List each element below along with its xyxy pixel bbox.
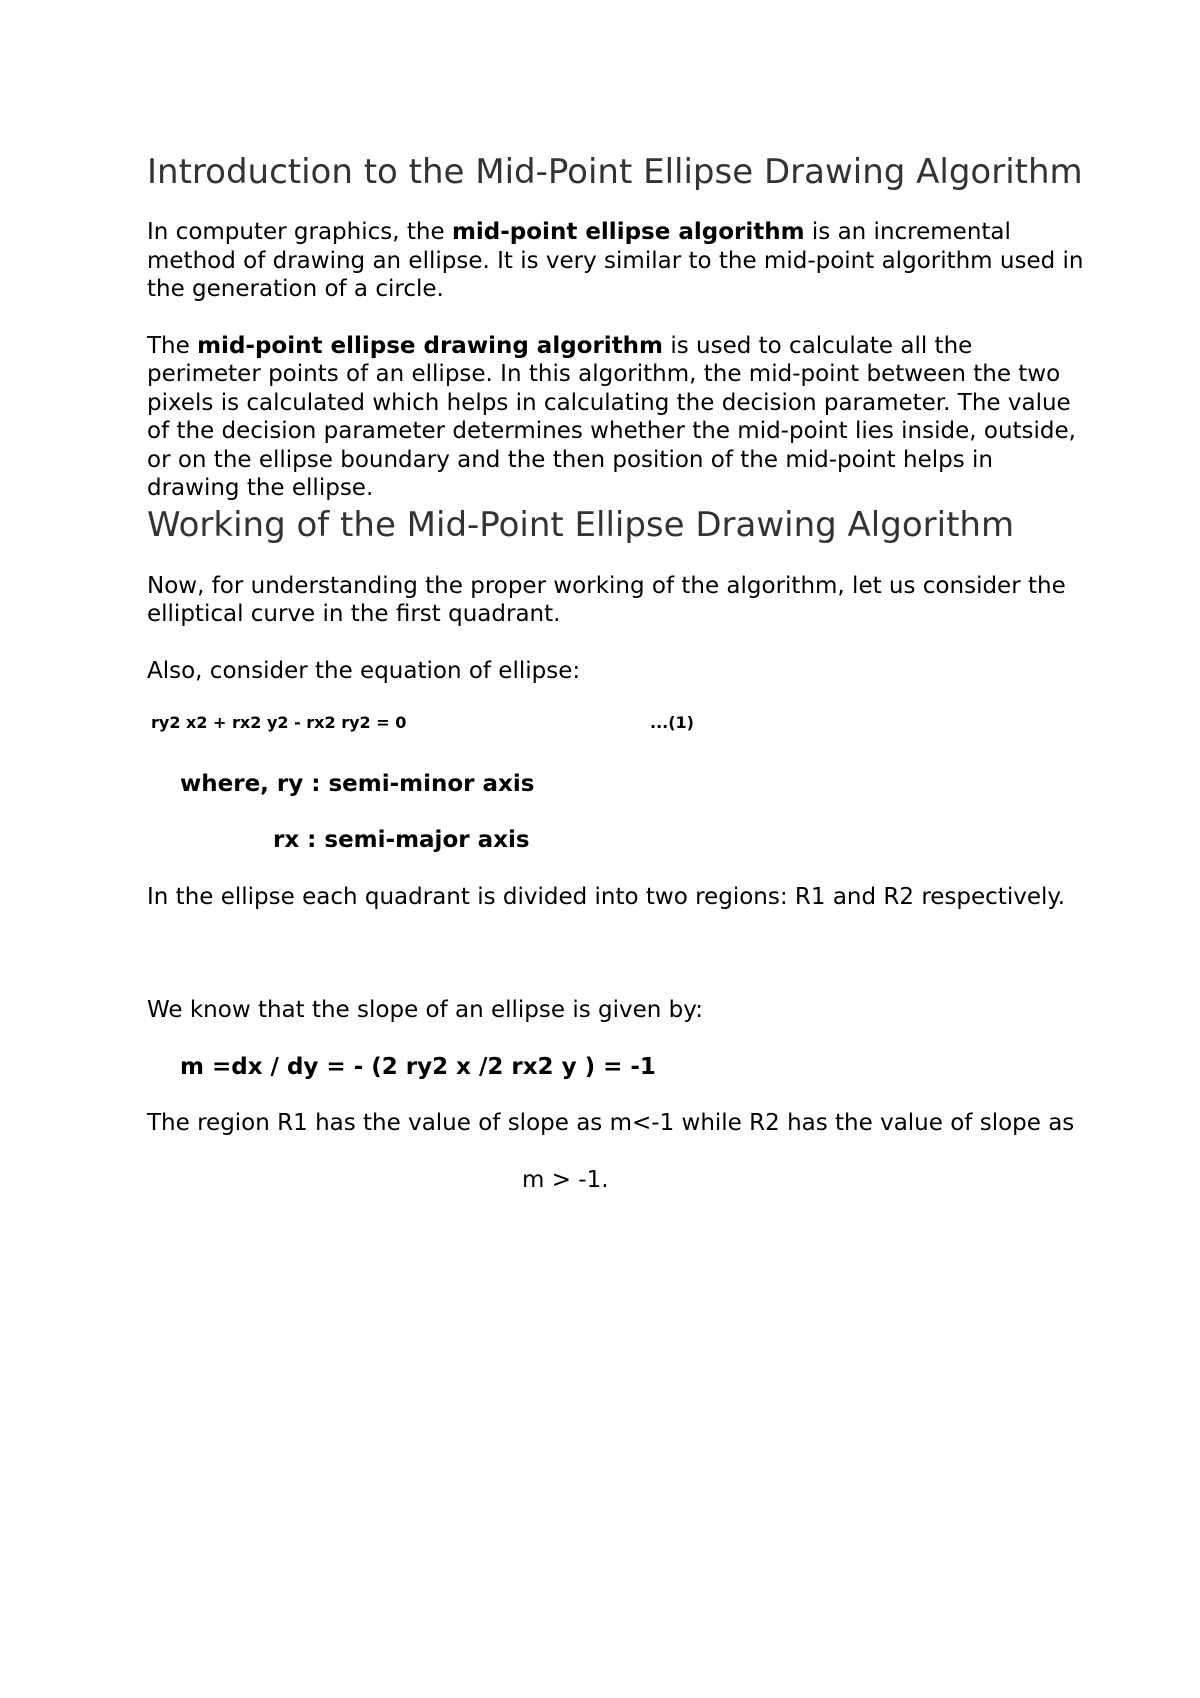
paragraph-equation-intro: Also, consider the equation of ellipse: — [147, 657, 581, 684]
paragraph-description-bold: mid-point ellipse drawing algorithm — [197, 332, 664, 359]
paragraph-regions: In the ellipse each quadrant is divided into two regions: R1 and R2 respectively. — [147, 883, 1066, 910]
paragraph-description — [147, 332, 1087, 503]
paragraph-description-post: is used to calculate all the perimeter points of an ellipse. In this algorithm, the mid-point between the two pixels is calculated which helps in calculating the decision parameter. The value of the decision parameter determines whether the mid-point lies inside, outside, or on the ellipse boundary and the then position of the mid-point helps in drawing the ellipse. — [147, 332, 1076, 501]
where-rx-definition: rx : semi-major axis — [273, 827, 530, 853]
heading-working: Working of the Mid-Point Ellipse Drawing Algorithm — [147, 504, 1015, 545]
ellipse-equation-text: ry2 x2 + rx2 y2 - rx2 ry2 = 0 — [151, 713, 407, 732]
ellipse-equation — [147, 713, 1087, 742]
document-page — [147, 150, 1087, 1194]
paragraph-intro-pre: In computer graphics, the — [147, 219, 452, 245]
paragraph-intro — [147, 218, 1087, 304]
paragraph-working: Now, for understanding the proper working of the algorithm, let us consider the elliptical curve in the first quadrant. — [147, 572, 1066, 627]
paragraph-slope-regions: The region R1 has the value of slope as m<-1 while R2 has the value of slope as — [147, 1110, 1075, 1136]
slope-condition: m > -1. — [522, 1166, 609, 1193]
paragraph-intro-post: is an incremental method of drawing an ellipse. It is very similar to the mid-point algorithm used in the generation of a circle. — [147, 219, 1084, 302]
paragraph-slope-intro: We know that the slope of an ellipse is given by: — [147, 997, 703, 1023]
slope-equation: m =dx / dy = - (2 ry2 x /2 rx2 y ) = -1 — [180, 1053, 656, 1080]
paragraph-intro-bold: mid-point ellipse algorithm — [451, 219, 805, 245]
paragraph-description-pre: The — [147, 332, 198, 359]
heading-introduction: Introduction to the Mid-Point Ellipse Drawing Algorithm — [147, 152, 1083, 192]
where-ry-definition: where, ry : semi-minor axis — [180, 770, 535, 797]
ellipse-equation-number: ...(1) — [650, 713, 694, 732]
